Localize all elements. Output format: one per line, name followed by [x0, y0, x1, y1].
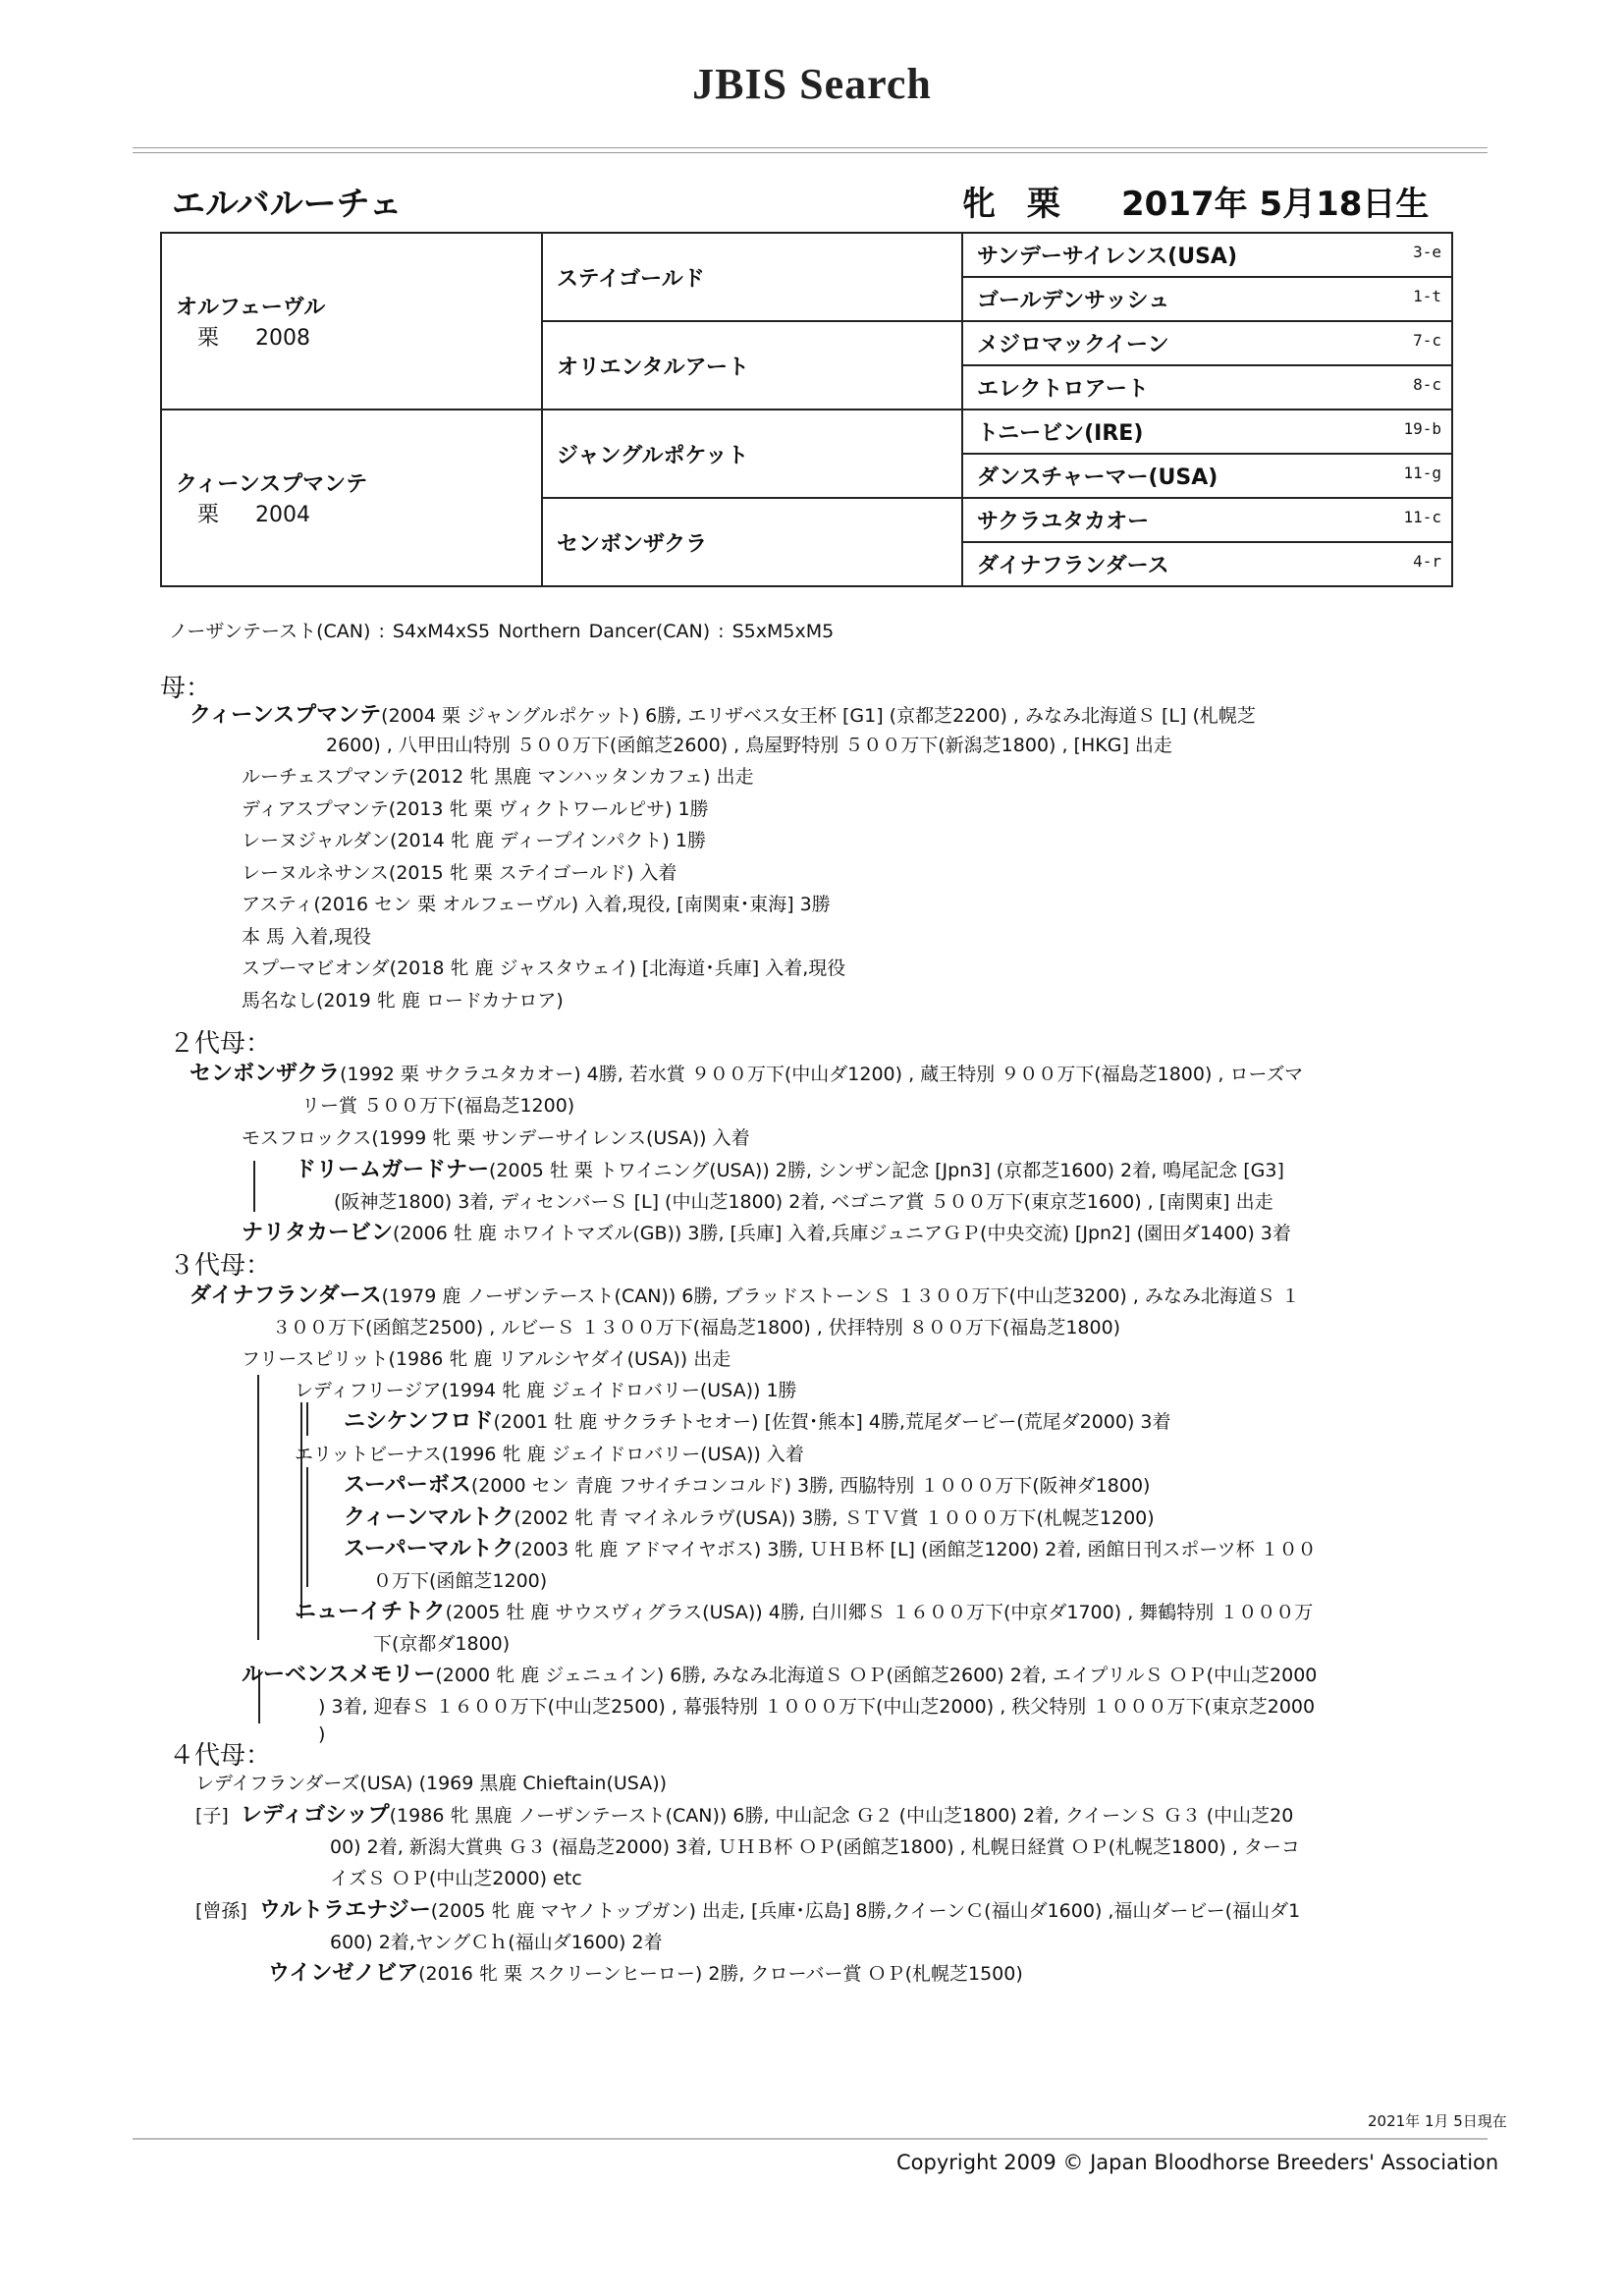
family-number: 3-e: [1413, 243, 1441, 261]
sex-color: 牝 栗: [962, 185, 1060, 224]
record-line: [268, 1958, 1023, 1990]
gen3-name: メジロマックイーン: [977, 333, 1169, 357]
record-text: (2005 牡 鹿 サウスヴィグラス(USA)) 4勝, 白川郷Ｓ １６００万下(中京ダ1700) , 舞鶴特別 １０００万: [445, 1602, 1314, 1623]
record-text: (2001 牡 鹿 サクラチトセオー) [佐賀･熊本] 4勝,荒尾ダービー(荒尾ダ2000) 3着: [493, 1411, 1171, 1433]
footer-rule: [133, 2138, 1488, 2140]
record-line: [295, 1439, 804, 1470]
section-g2: ２代母：: [169, 1029, 272, 1059]
record-text: (1986 牝 黒鹿 ノーザンテースト(CAN)) 6勝, 中山記念 Ｇ２ (中山芝1800) 2着, クイーンＳ Ｇ３ (中山芝20: [389, 1805, 1294, 1827]
record-line: [301, 1090, 574, 1121]
record-line: [242, 985, 564, 1016]
gen3-cell: [962, 277, 1452, 321]
record-text: 600) 2着,ヤングＣｈ(福山ダ1600) 2着: [330, 1932, 663, 1953]
section-g4: ４代母：: [169, 1741, 272, 1771]
relation-label: [子]: [195, 1805, 229, 1827]
record-line: [318, 1719, 325, 1750]
record-text: 00) 2着, 新潟大賞典 Ｇ３ (福島芝2000) 3着, ＵＨＢ杯 ＯＰ(函館芝1800) , 札幌日経賞 ＯＰ(札幌芝1800) , ターコ: [330, 1836, 1300, 1858]
record-line: [242, 921, 371, 953]
record-text: (2002 牝 青 マイネルラヴ(USA)) 3勝, ＳＴＶ賞 １０００万下(札幌芝1200): [514, 1507, 1155, 1529]
logo-text: JBIS Search: [692, 60, 932, 108]
horse-name: ダイナフランダース: [189, 1284, 382, 1308]
record-text: (2000 セン 青鹿 フサイチコンコルド) 3勝, 西脇特別 １０００万下(阪神ダ1800): [470, 1475, 1151, 1497]
record-line: [242, 1122, 750, 1154]
record-line: [242, 889, 831, 920]
record-text: モスフロックス(1999 牝 栗 サンデーサイレンス(USA)) 入着: [242, 1127, 750, 1149]
gen3-cell: [962, 542, 1452, 586]
record-line: [344, 1470, 1150, 1502]
gen2-cell: ジャングルポケット: [542, 410, 962, 498]
record-line: [242, 953, 845, 984]
record-text: レデイフランダーズ(USA) (1969 黒鹿 Chieftain(USA)): [195, 1773, 668, 1794]
relation-label: [曾孫]: [195, 1900, 247, 1922]
horse-name: スーパーマルトク: [344, 1537, 514, 1561]
record-line: [242, 761, 754, 793]
gen3-cell: [962, 365, 1452, 410]
record-text: (2005 牡 栗 トワイニング(USA)) 2勝, シンザン記念 [Jpn3] (京都芝1600) 2着, 鳴尾記念 [G3]: [489, 1160, 1284, 1181]
sire-cell: [161, 233, 542, 410]
gen3-name: ゴールデンサッシュ: [977, 289, 1170, 313]
horse-name: ニシケンフロド: [344, 1409, 494, 1434]
gen2-cell: オリエンタルアート: [542, 321, 962, 410]
record-text: (阪神芝1800) 3着, ディセンバーＳ [L] (中山芝1800) 2着, ベゴニア賞 ５００万下(東京芝1600) , [南関東] 出走: [334, 1191, 1273, 1213]
gen3-name: トニービン(IRE): [977, 421, 1144, 446]
record-text: (1992 栗 サクラユタカオー) 4勝, 若水賞 ９００万下(中山ダ1200) , 蔵王特別 ９００万下(福島芝1800) , ローズマ: [340, 1064, 1304, 1085]
record-text: (2000 牝 鹿 ジェニュイン) 6勝, みなみ北海道Ｓ ＯＰ(函館芝2600) 2着, エイプリルＳ ＯＰ(中山芝2000: [435, 1665, 1318, 1686]
horse-name: クィーンスプマンテ: [189, 703, 382, 728]
family-number: 8-c: [1413, 375, 1441, 394]
gen3-cell: [962, 498, 1452, 542]
horse-name: ルーベンスメモリー: [242, 1663, 436, 1687]
record-line: [195, 1800, 1293, 1831]
record-text: ) 3着, 迎春Ｓ １６００万下(中山芝2500) , 幕張特別 １０００万下(中山芝2000) , 秩父特別 １０００万下(東京芝2000: [318, 1696, 1316, 1718]
record-line: [318, 1691, 1315, 1722]
birthdate: 2017年 5月18日生: [1121, 185, 1430, 224]
record-line: [330, 1927, 663, 1958]
record-line: [373, 1628, 510, 1660]
jbis-logo: [0, 59, 1624, 109]
tree-line: [257, 1375, 259, 1640]
gen3-cell: [962, 321, 1452, 365]
record-line: [326, 730, 1172, 761]
record-line: [330, 1831, 1300, 1863]
dam-info: 栗 2004: [197, 503, 310, 527]
record-text: (2006 牡 鹿 ホワイトマズル(GB)) 3勝, [兵庫] 入着,兵庫ジュニアＧＰ(中央交流) [Jpn2] (園田ダ1400) 3着: [393, 1223, 1291, 1244]
record-text: (2003 牝 鹿 アドマイヤボス) 3勝, ＵＨＢ杯 [L] (函館芝1200) 2着, 函館日刊スポーツ杯 １００: [514, 1539, 1317, 1560]
record-text: (2016 牝 栗 スクリーンヒーロー) 2勝, クローバー賞 ＯＰ(札幌芝1500): [418, 1963, 1023, 1985]
gen3-cell: [962, 454, 1452, 498]
gen3-name: エレクトロアート: [977, 377, 1149, 402]
record-line: [195, 1895, 1300, 1927]
section-dam: 母：: [160, 674, 212, 703]
tree-line: [300, 1402, 302, 1618]
section-g3: ３代母：: [169, 1251, 272, 1281]
record-text: レーヌルネサンス(2015 牝 栗 ステイゴールド) 入着: [242, 862, 677, 884]
tree-line: [306, 1467, 308, 1587]
record-line: [295, 1155, 1284, 1186]
dam-cell: [161, 410, 542, 586]
family-number: 7-c: [1413, 331, 1441, 350]
horse-name: クィーンマルトク: [344, 1505, 514, 1530]
gen3-cell: [962, 410, 1452, 454]
family-number: 4-r: [1413, 552, 1441, 571]
record-line: [189, 1281, 1300, 1312]
record-line: [242, 857, 677, 889]
record-text: リー賞 ５００万下(福島芝1200): [301, 1095, 575, 1117]
family-number: 19-b: [1403, 419, 1441, 438]
record-text: 2600) , 八甲田山特別 ５００万下(函館芝2600) , 鳥屋野特別 ５００万下(新潟芝1800) , [HKG] 出走: [326, 735, 1172, 756]
gen2-cell: ステイゴールド: [542, 233, 962, 321]
family-number: 11-g: [1403, 464, 1441, 482]
pedigree-table: [160, 232, 1453, 587]
record-text: 馬名なし(2019 牝 鹿 ロードカナロア): [242, 990, 564, 1011]
record-text: ディアスプマンテ(2013 牝 栗 ヴィクトワールピサ) 1勝: [242, 798, 709, 820]
horse-name: ドリームガードナー: [295, 1158, 490, 1182]
inbreeding-note: ノーザンテースト(CAN) : S4xM4xS5 Northern Dancer(CAN) : S5xM5xM5: [169, 621, 835, 642]
tree-line: [253, 1161, 255, 1212]
gen3-name: サンデーサイレンス(USA): [977, 245, 1237, 269]
record-text: ): [318, 1723, 326, 1745]
record-line: [242, 1343, 731, 1375]
record-text: 下(京都ダ1800): [373, 1633, 511, 1655]
record-text: レーヌジャルダン(2014 牝 鹿 ディープインパクト) 1勝: [242, 830, 706, 851]
record-line: [189, 700, 1256, 732]
record-line: [373, 1565, 547, 1597]
record-line: [330, 1863, 582, 1894]
record-text: イズＳ ＯＰ(中山芝2000) etc: [330, 1868, 582, 1889]
record-line: [295, 1597, 1313, 1628]
horse-name: ナリタカービン: [242, 1221, 394, 1245]
sire-name: オルフェーヴル: [176, 296, 326, 320]
gen3-cell: [962, 233, 1452, 277]
tree-line: [306, 1402, 308, 1436]
record-line: [344, 1534, 1317, 1565]
record-line: [242, 825, 706, 856]
record-text: アスティ(2016 セン 栗 オルフェーヴル) 入着,現役, [南関東･東海] 3勝: [242, 894, 831, 915]
copyright: Copyright 2009 © Japan Bloodhorse Breeders' Association: [896, 2151, 1499, 2174]
dam-name: クィーンスプマンテ: [176, 472, 368, 497]
horse-name: エルバルーチェ: [172, 185, 403, 224]
record-text: (2004 栗 ジャングルポケット) 6勝, エリザベス女王杯 [G1] (京都芝2200) , みなみ北海道Ｓ [L] (札幌芝: [381, 705, 1256, 727]
gen2-cell: センボンザクラ: [542, 498, 962, 586]
record-line: [242, 1660, 1317, 1691]
record-line: [272, 1312, 1120, 1343]
record-line: [295, 1375, 797, 1406]
record-text: エリットビーナス(1996 牝 鹿 ジェイドロバリー(USA)) 入着: [295, 1444, 804, 1465]
gen3-name: サクラユタカオー: [977, 510, 1150, 534]
as-of-date: 2021年 1月 5日現在: [1368, 2112, 1507, 2130]
horse-name: ニューイチトク: [295, 1600, 446, 1624]
gen3-name: ダイナフランダース: [977, 554, 1169, 578]
record-line: [189, 1059, 1303, 1090]
record-text: 本 馬 入着,現役: [242, 926, 372, 948]
horse-name: ウインゼノビア: [268, 1961, 419, 1986]
family-number: 1-t: [1413, 287, 1441, 305]
horse-name: ウルトラエナジー: [258, 1898, 431, 1923]
record-text: フリースピリット(1986 牝 鹿 リアルシヤダイ(USA)) 出走: [242, 1348, 731, 1370]
family-number: 11-c: [1403, 508, 1441, 526]
sire-info: 栗 2008: [197, 326, 310, 351]
header-rule: [133, 147, 1488, 153]
record-text: ３００万下(函館芝2500) , ルビーＳ １３００万下(福島芝1800) , 伏拝特別 ８００万下(福島芝1800): [272, 1317, 1121, 1339]
record-line: [242, 1218, 1291, 1249]
horse-name: レディゴシップ: [240, 1803, 390, 1828]
record-line: [344, 1503, 1155, 1534]
horse-name: センボンザクラ: [189, 1062, 341, 1086]
record-line: [195, 1768, 667, 1799]
record-text: ルーチェスプマンテ(2012 牝 黒鹿 マンハッタンカフェ) 出走: [242, 766, 754, 788]
gen3-name: ダンスチャーマー(USA): [977, 465, 1218, 490]
record-text: (1979 鹿 ノーザンテースト(CAN)) 6勝, ブラッドストーンＳ １３００万下(中山芝3200) , みなみ北海道Ｓ １: [381, 1285, 1300, 1307]
record-text: レディフリージア(1994 牝 鹿 ジェイドロバリー(USA)) 1勝: [295, 1380, 797, 1401]
record-text: (2005 牝 鹿 マヤノトップガン) 出走, [兵庫･広島] 8勝,クイーンＣ(福山ダ1600) ,福山ダービー(福山ダ1: [430, 1900, 1301, 1922]
record-line: [242, 793, 709, 825]
horse-name: スーパーボス: [344, 1473, 471, 1498]
record-text: スプーマビオンダ(2018 牝 鹿 ジャスタウェイ) [北海道･兵庫] 入着,現役: [242, 957, 846, 979]
record-text: ０万下(函館芝1200): [373, 1570, 548, 1592]
record-line: [344, 1406, 1171, 1438]
record-line: [334, 1186, 1273, 1218]
